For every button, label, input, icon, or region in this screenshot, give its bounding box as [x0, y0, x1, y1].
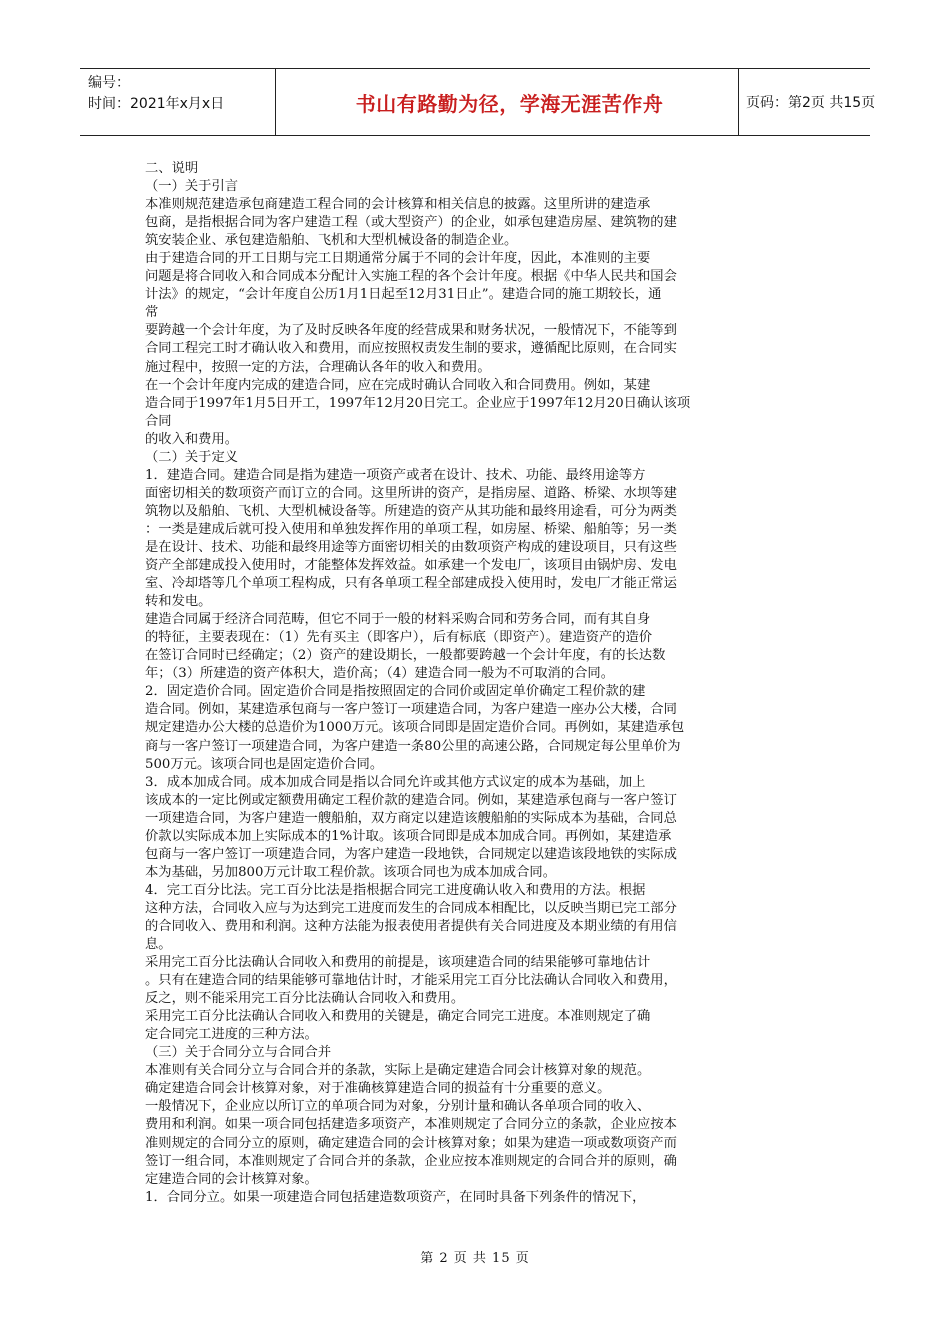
body-line: 商与一客户签订一项建造合同，为客户建造一条80公里的高速公路，合同规定每公里单价为 [145, 738, 681, 754]
body-line: 签订一组合同，本准则规定了合同合并的条款，企业应按本准则规定的合同合并的原则，确 [145, 1153, 677, 1169]
body-line: 采用完工百分比法确认合同收入和费用的关键是，确定合同完工进度。本准则规定了确 [145, 1009, 651, 1025]
body-line: 筑物以及船舶、飞机、大型机械设备等。所建造的资产从其功能和最终用途看，可分为两类 [145, 503, 677, 519]
body-line: 该成本的一定比例或定额费用确定工程价款的建造合同。例如，某建造承包商与一客户签订 [145, 792, 677, 808]
body-line: 二、说明 [145, 161, 199, 176]
body-line: （一）关于引言 [145, 179, 239, 195]
body-line: 定合同完工进度的三种方法。 [145, 1027, 318, 1043]
body-line: 问题是将合同收入和合同成本分配计入实施工程的各个会计年度。根据《中华人民共和国会 [145, 269, 677, 285]
header-divider [275, 69, 276, 135]
body-line: 合同工程完工时才确认收入和费用，而应按照权责发生制的要求，遵循配比原则，在合同实 [145, 341, 677, 357]
body-line: 本准则规范建造承包商建造工程合同的会计核算和相关信息的披露。这里所讲的建造承 [145, 197, 651, 213]
body-line: 合同 [145, 413, 172, 429]
body-line: 确定建造合同会计核算对象，对于准确核算建造合同的损益有十分重要的意义。 [145, 1081, 611, 1097]
body-line: 费用和利润。如果一项合同包括建造多项资产，本准则规定了合同分立的条款，企业应按本 [145, 1117, 677, 1133]
body-line: 采用完工百分比法确认合同收入和费用的前提是，该项建造合同的结果能够可靠地估计 [145, 955, 651, 971]
body-line: （二）关于定义 [145, 449, 239, 465]
body-line: ：一类是建成后就可投入使用和单独发挥作用的单项工程，如房屋、桥梁、船舶等；另一类 [145, 521, 677, 537]
body-line: 准则规定的合同分立的原则，确定建造合同的会计核算对象；如果为建造一项或数项资产而 [145, 1135, 677, 1151]
body-line: 定建造合同的会计核算对象。 [145, 1171, 318, 1187]
body-line: 转和发电。 [145, 594, 212, 610]
document-body [145, 160, 815, 1207]
body-line: 年；（3）所建造的资产体积大，造价高；（4）建造合同一般为不可取消的合同。 [145, 666, 615, 682]
body-line: 2．固定造价合同。固定造价合同是指按照固定的合同价或固定单价确定工程价款的建 [145, 684, 646, 700]
body-line: 。只有在建造合同的结果能够可靠地估计时，才能采用完工百分比法确认合同收入和费用， [145, 973, 677, 989]
body-line: 由于建造合同的开工日期与完工日期通常分属于不同的会计年度，因此，本准则的主要 [145, 251, 651, 267]
body-line: 反之，则不能采用完工百分比法确认合同收入和费用。 [145, 991, 465, 1007]
body-line: 的收入和费用。 [145, 431, 239, 447]
body-line: 计法》的规定，“会计年度自公历1月1日起至12月31日止”。建造合同的施工期较长，通 [145, 287, 662, 303]
header-divider [738, 69, 739, 135]
body-line: 本准则有关合同分立与合同合并的条款，实际上是确定建造合同会计核算对象的规范。 [145, 1063, 651, 1079]
body-line: 息。 [145, 937, 172, 953]
body-line: 包商，是指根据合同为客户建造工程（或大型资产）的企业，如承包建造房屋、建筑物的建 [145, 215, 677, 231]
body-line: 在一个会计年度内完成的建造合同，应在完成时确认合同收入和合同费用。例如，某建 [145, 377, 651, 393]
header-meta [88, 73, 224, 115]
body-line: 规定建造办公大楼的总造价为1000万元。该项合同即是固定造价合同。再例如，某建造承包 [145, 720, 685, 736]
header-page-info: 页码：第2页 共15页 [746, 95, 876, 111]
body-line: 面密切相关的数项资产而订立的合同。这里所讲的资产，是指房屋、道路、桥梁、水坝等建 [145, 485, 677, 501]
body-line: 室、冷却塔等几个单项工程构成，只有各单项工程全部建成投入使用时，发电厂才能正常运 [145, 576, 677, 592]
document-date: 时间：2021年x月x日 [88, 96, 225, 112]
body-line: 本为基础，另加800万元计取工程价款。该项合同也为成本加成合同。 [145, 864, 556, 880]
body-line: 施过程中，按照一定的方法，合理确认各年的收入和费用。 [145, 359, 491, 375]
body-line: 筑安装企业、承包建造船舶、飞机和大型机械设备的制造企业。 [145, 233, 518, 249]
body-line: 造合同。例如，某建造承包商与一客户签订一项建造合同，为客户建造一座办公大楼，合同 [145, 702, 677, 718]
page-footer: 第 2 页 共 15 页 [420, 1251, 530, 1266]
body-line: 4．完工百分比法。完工百分比法是指根据合同完工进度确认收入和费用的方法。根据 [145, 882, 646, 898]
body-line: （三）关于合同分立与合同合并 [145, 1045, 332, 1061]
body-line: 造合同于1997年1月5日开工，1997年12月20日完工。企业应于1997年12月20日确认该项 [145, 395, 691, 411]
body-line: 500万元。该项合同也是固定造价合同。 [145, 756, 384, 772]
body-line: 3．成本加成合同。成本加成合同是指以合同允许或其他方式议定的成本为基础，加上 [145, 774, 646, 790]
body-line: 一项建造合同，为客户建造一艘船舶，双方商定以建造该艘船舶的实际成本为基础，合同总 [145, 810, 677, 826]
body-line: 这种方法，合同收入应与为达到完工进度而发生的合同成本相配比，以反映当期已完工部分 [145, 900, 677, 916]
body-line: 一般情况下，企业应以所订立的单项合同为对象，分别计量和确认各单项合同的收入、 [145, 1099, 651, 1115]
body-line: 的特征，主要表现在：（1）先有买主（即客户），后有标底（即资产）。建造资产的造价 [145, 630, 653, 646]
body-line: 常 [145, 305, 159, 321]
body-line: 在签订合同时已经确定；（2）资产的建设期长，一般都要跨越一个会计年度，有的长达数 [145, 648, 666, 664]
body-line: 建造合同属于经济合同范畴，但它不同于一般的材料采购合同和劳务合同，而有其自身 [145, 612, 651, 628]
document-number-label: 编号： [88, 75, 130, 91]
body-line: 1．合同分立。如果一项建造合同包括建造数项资产，在同时具备下列条件的情况下， [145, 1189, 646, 1205]
body-line: 包商与一客户签订一项建造合同，为客户建造一段地铁，合同规定以建造该段地铁的实际成 [145, 846, 677, 862]
body-line: 1．建造合同。建造合同是指为建造一项资产或者在设计、技术、功能、最终用途等方 [145, 467, 646, 483]
page-header [80, 68, 876, 136]
body-line: 资产全部建成投入使用时，才能整体发挥效益。如承建一个发电厂，该项目由锅炉房、发电 [145, 558, 677, 574]
header-motto: 书山有路勤为径，学海无涯苦作舟 [355, 91, 664, 116]
body-line: 是在设计、技术、功能和最终用途等方面密切相关的由数项资产构成的建设项目，只有这些 [145, 539, 677, 555]
body-line: 要跨越一个会计年度，为了及时反映各年度的经营成果和财务状况，一般情况下，不能等到 [145, 323, 677, 339]
body-line: 价款以实际成本加上实际成本的1%计取。该项合同即是成本加成合同。再例如，某建造承 [145, 828, 672, 844]
body-line: 的合同收入、费用和利润。这种方法能为报表使用者提供有关合同进度及本期业绩的有用信 [145, 918, 677, 934]
